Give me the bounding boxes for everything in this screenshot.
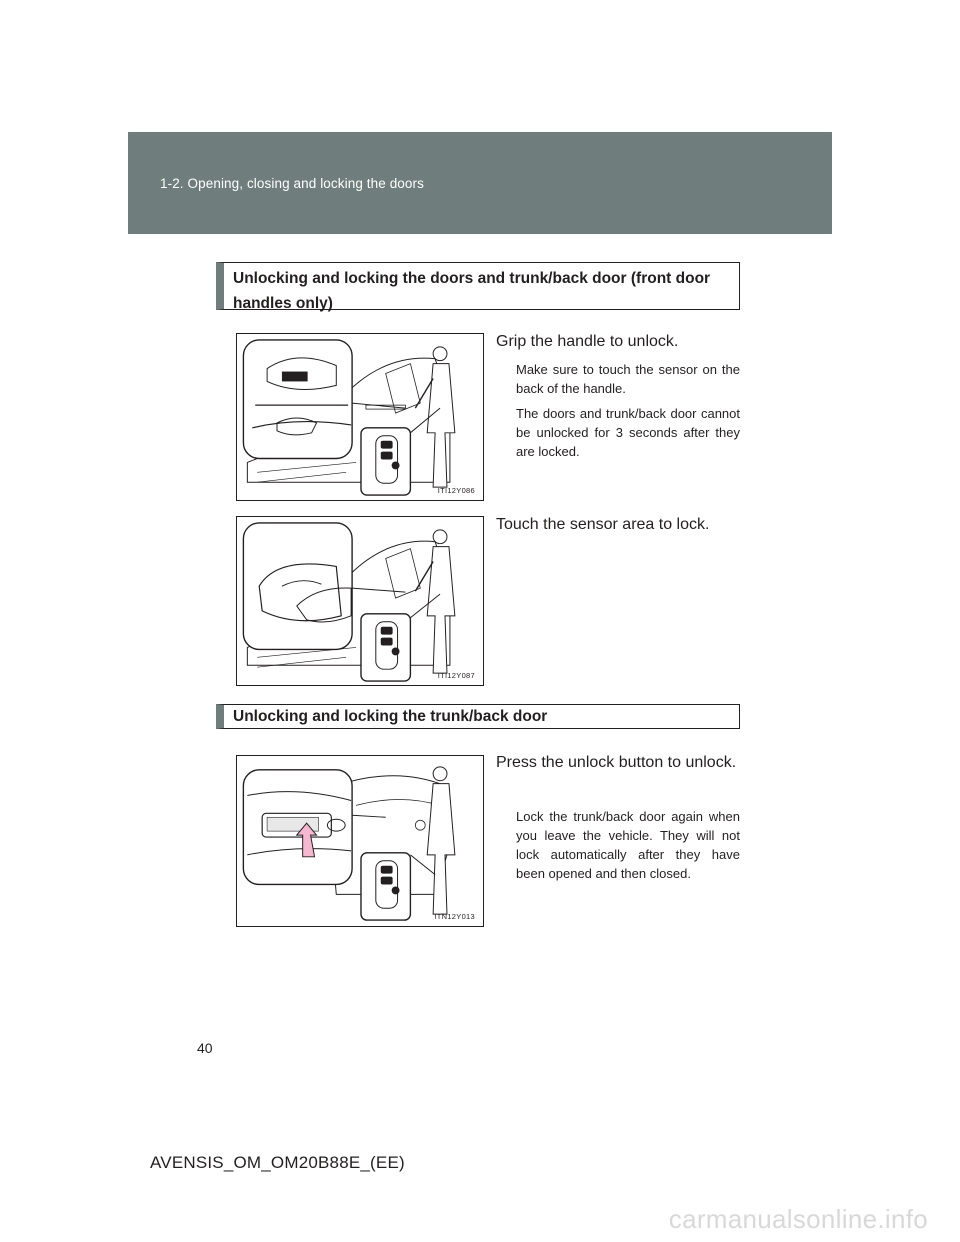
note-unlock-delay: The doors and trunk/back door cannot be unlocked for 3 seconds after they are locked. — [516, 406, 740, 459]
grip-handle-illustration-icon — [237, 334, 483, 500]
figure-touch-sensor — [236, 516, 484, 686]
figure-code: ITN12Y013 — [434, 912, 475, 921]
figure-code: ITI12Y087 — [437, 671, 475, 680]
figure-code: ITI12Y086 — [437, 486, 475, 495]
section-heading-trunk: Unlocking and locking the trunk/back door — [216, 704, 740, 729]
touch-sensor-illustration-icon — [237, 517, 483, 685]
watermark: carmanualsonline.info — [668, 1204, 928, 1234]
section-heading-doors: Unlocking and locking the doors and trunk/back door (front door handles only) — [216, 262, 740, 310]
document-code: AVENSIS_OM_OM20B88E_(EE) — [150, 1153, 405, 1172]
step-instruction: Touch the sensor area to lock. — [496, 516, 710, 533]
step-instruction: Grip the handle to unlock. — [496, 333, 679, 350]
step-instruction: Press the unlock button to unlock. — [496, 754, 737, 771]
figure-trunk-unlock — [236, 755, 484, 927]
chapter-header — [128, 132, 832, 234]
note-sensor: Make sure to touch the sensor on the back of the handle. — [516, 362, 740, 396]
section-title: 1-2. Opening, closing and locking the doors — [160, 176, 424, 191]
note-relock: Lock the trunk/back door again when you leave the vehicle. They will not lock automatically after they have been opened and then closed. — [516, 809, 740, 881]
trunk-unlock-illustration-icon — [237, 756, 483, 926]
page-number: 40 — [197, 1040, 213, 1056]
figure-grip-handle — [236, 333, 484, 501]
